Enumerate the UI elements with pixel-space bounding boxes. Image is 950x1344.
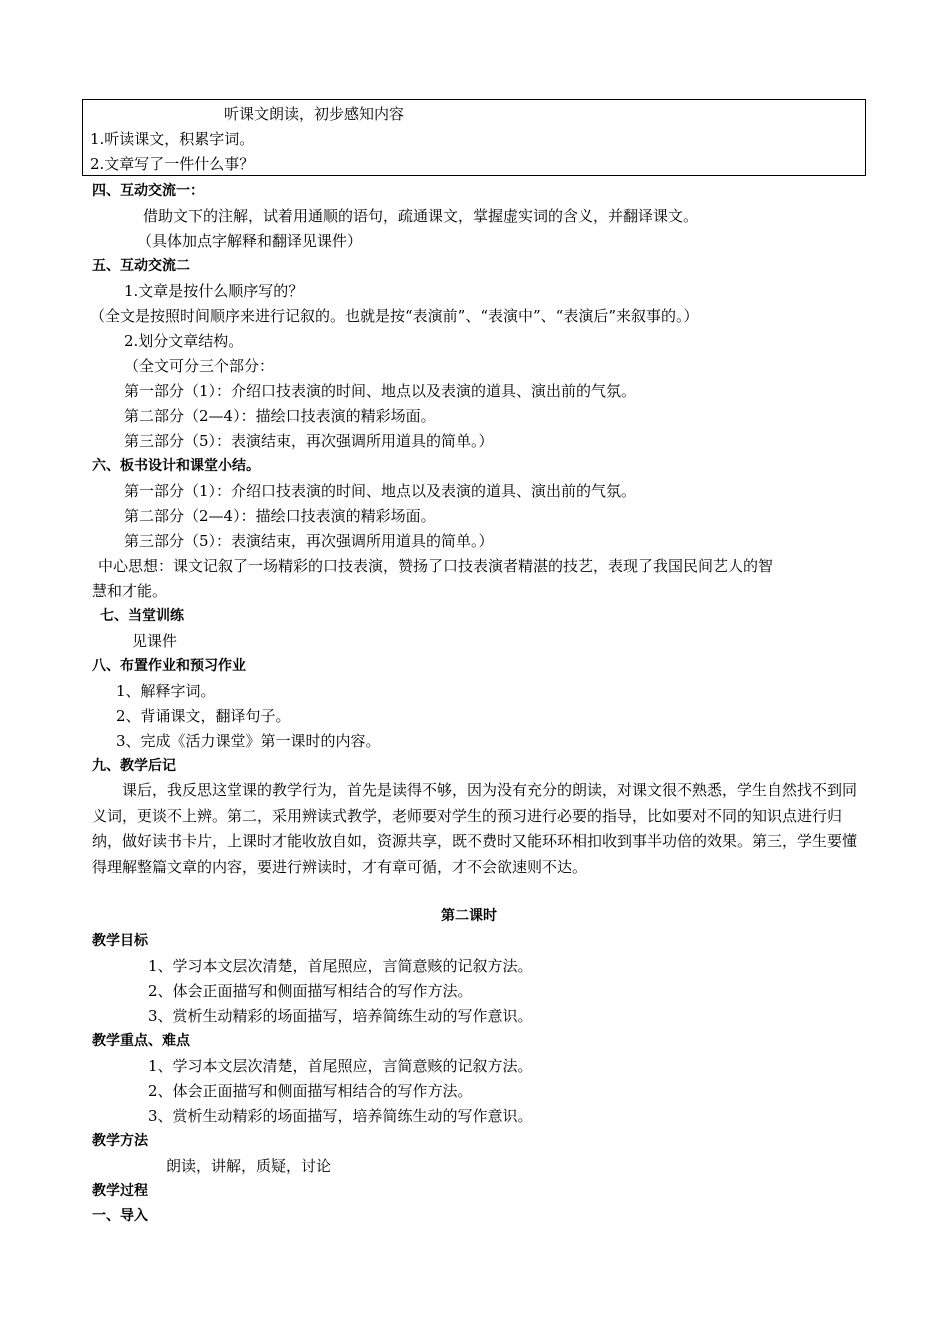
- lesson-2-title: 第二课时: [441, 908, 497, 924]
- key-point-3: 3、赏析生动精彩的场面描写，培养简练生动的写作意识。: [148, 1107, 533, 1125]
- section-4-note: （具体加点字解释和翻译见课件）: [137, 232, 363, 250]
- key-points-heading: 教学重点、难点: [92, 1033, 190, 1049]
- section-5-part-3: 第三部分（5）：表演结束，再次强调所用道具的简单。）: [124, 432, 494, 450]
- section-4-heading: 四、互动交流一：: [92, 183, 204, 199]
- central-idea-line-1: 中心思想：课文记叙了一场精彩的口技表演，赞扬了口技表演者精湛的技艺，表现了我国民间艺人的智: [98, 557, 774, 575]
- section-8-heading: 八、布置作业和预习作业: [92, 658, 246, 674]
- section-4-text: 借助文下的注解，试着用通顺的语句，疏通课文，掌握虚实词的含义，并翻译课文。: [143, 207, 699, 225]
- section-5-part-1: 第一部分（1）：介绍口技表演的时间、地点以及表演的道具、演出前的气氛。: [124, 382, 637, 400]
- section-6-heading: 六、板书设计和课堂小结。: [92, 458, 260, 474]
- section-5-answer-2: （全文可分三个部分：: [124, 357, 275, 375]
- section-5-question-2: 2.划分文章结构。: [124, 332, 244, 350]
- section-5-heading: 五、互动交流二: [92, 258, 190, 274]
- central-idea-line-2: 慧和才能。: [92, 582, 168, 600]
- homework-item-2: 2、背诵课文，翻译句子。: [116, 707, 291, 725]
- section-6-part-3: 第三部分（5）：表演结束，再次强调所用道具的简单。）: [124, 532, 494, 550]
- box-title: 听课文朗读，初步感知内容: [224, 105, 405, 123]
- method-heading: 教学方法: [92, 1133, 148, 1149]
- box-line-1: 1.听读课文，积累字词。: [90, 130, 255, 148]
- goal-1: 1、学习本文层次清楚，首尾照应，言简意赅的记叙方法。: [148, 957, 533, 975]
- intro-heading: 一、导入: [92, 1208, 148, 1224]
- section-5-part-2: 第二部分（2—4）：描绘口技表演的精彩场面。: [124, 407, 436, 425]
- section-6-part-2: 第二部分（2—4）：描绘口技表演的精彩场面。: [124, 507, 436, 525]
- section-7-text: 见课件: [132, 632, 178, 650]
- section-6-part-1: 第一部分（1）：介绍口技表演的时间、地点以及表演的道具、演出前的气氛。: [124, 482, 637, 500]
- key-point-2: 2、体会正面描写和侧面描写相结合的写作方法。: [148, 1082, 473, 1100]
- process-heading: 教学过程: [92, 1183, 148, 1199]
- section-5-question-1: 1.文章是按什么顺序写的？: [124, 282, 304, 300]
- homework-item-3: 3、完成《活力课堂》第一课时的内容。: [116, 732, 381, 750]
- teaching-reflection-paragraph: 课后，我反思这堂课的教学行为，首先是读得不够，因为没有充分的朗读，对课文很不熟悉，学生自然找不到同义词，更谈不上辨。第二，采用辨读式教学，老师要对学生的预习进行必要的指导，比如要对不同的知识点进行归纳，做好读书卡片，上课时才能收放自如，资源共享，既不费时又能环环相扣收到事半功倍的效果。第三，学生要懂得理解整篇文章的内容，要进行辨读时，才有章可循，才不会欲速则不达。: [92, 781, 858, 876]
- box-line-2: 2.文章写了一件什么事？: [90, 155, 255, 173]
- goal-3: 3、赏析生动精彩的场面描写，培养简练生动的写作意识。: [148, 1007, 533, 1025]
- goals-heading: 教学目标: [92, 933, 148, 949]
- section-7-heading: 七、当堂训练: [100, 608, 184, 624]
- goal-2: 2、体会正面描写和侧面描写相结合的写作方法。: [148, 982, 473, 1000]
- homework-item-1: 1、解释字词。: [116, 682, 216, 700]
- key-point-1: 1、学习本文层次清楚，首尾照应，言简意赅的记叙方法。: [148, 1057, 533, 1075]
- method-text: 朗读，讲解，质疑，讨论: [166, 1157, 332, 1175]
- section-5-answer-1: （全文是按照时间顺序来进行记叙的。也就是按“表演前”、“表演中”、“表演后”来叙事的。）: [90, 307, 699, 325]
- section-9-heading: 九、教学后记: [92, 758, 176, 774]
